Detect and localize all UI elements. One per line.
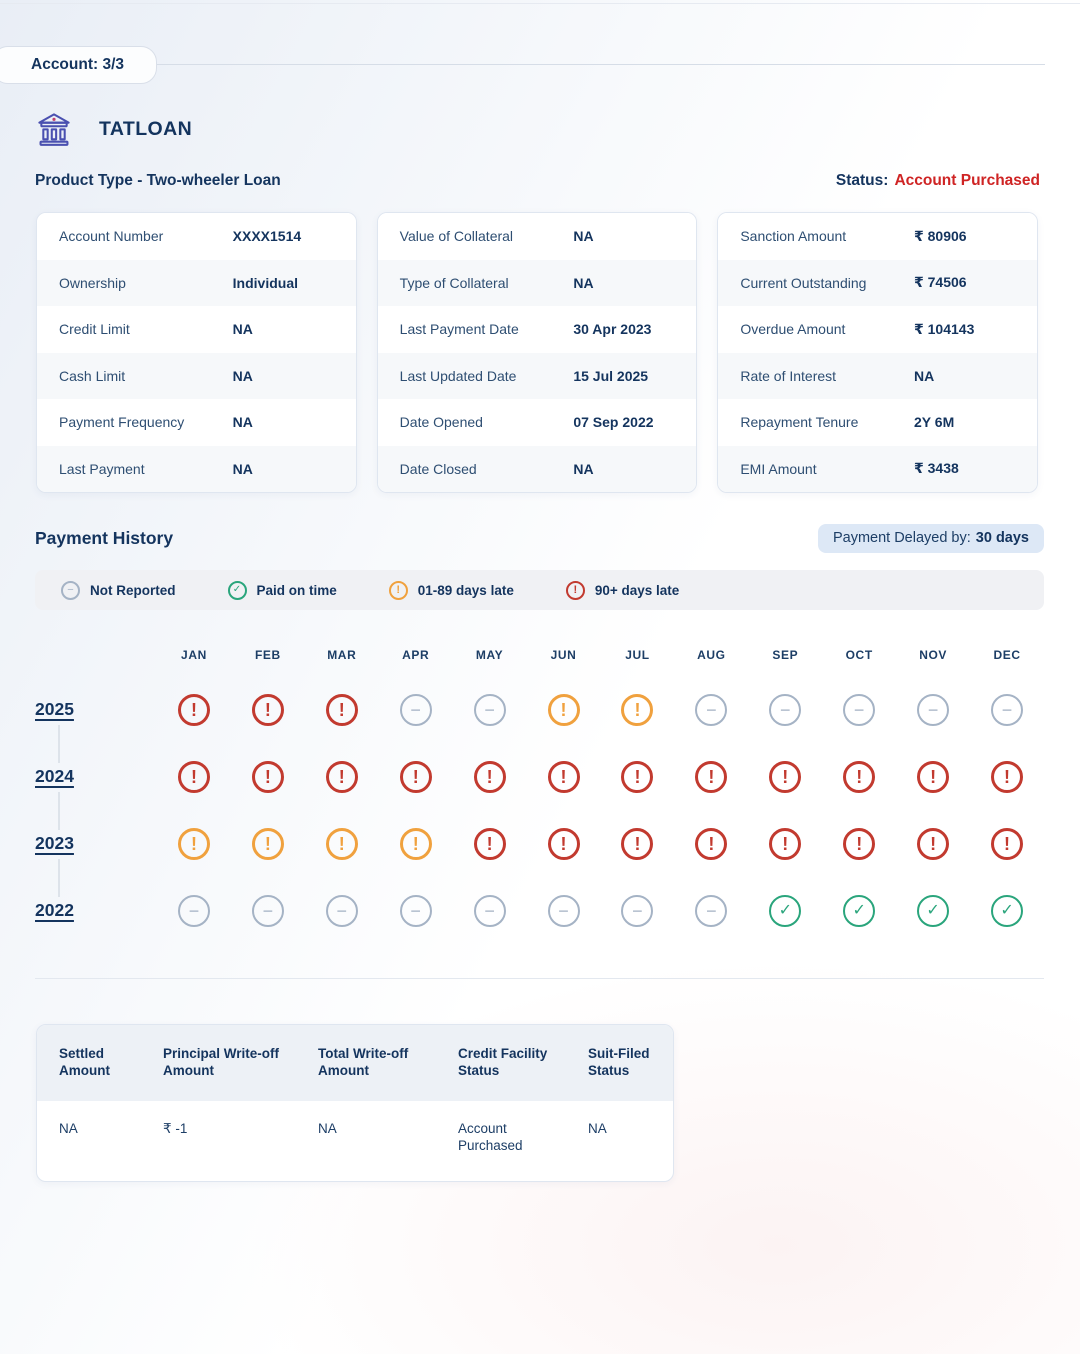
field-label: Cash Limit [59, 367, 126, 384]
field-value: ₹ 74506 [914, 274, 967, 291]
month-label: AUG [697, 648, 726, 662]
legend-item [228, 581, 337, 600]
field-label: Account Number [59, 228, 164, 245]
months-row [35, 640, 1044, 670]
orange-status-icon: ! [400, 828, 432, 860]
field-value: NA [573, 274, 594, 291]
year-row [35, 810, 1044, 877]
month-status-cell [822, 694, 896, 726]
month-status-cell [674, 895, 748, 927]
month-label: JUL [625, 648, 650, 662]
gray-status-icon: − [400, 694, 432, 726]
orange-status-icon: ! [548, 694, 580, 726]
field-row [37, 213, 356, 260]
legend-item [61, 581, 176, 600]
red-status-icon: ! [917, 761, 949, 793]
month-label: JAN [181, 648, 207, 662]
field-row [378, 399, 697, 446]
month-status-cell [748, 694, 822, 726]
red-status-icon: ! [769, 761, 801, 793]
month-status-cell [527, 828, 601, 860]
orange-status-icon: ! [252, 828, 284, 860]
legend-label: Paid on time [256, 582, 337, 598]
month-label: APR [402, 648, 430, 662]
month-status-cell [896, 761, 970, 793]
field-value: XXXX1514 [232, 228, 302, 245]
month-status-cell [822, 828, 896, 860]
green-status-icon: ✓ [991, 895, 1023, 927]
month-status-cell [600, 694, 674, 726]
month-status-cell [970, 828, 1044, 860]
month-status-cell [822, 761, 896, 793]
summary-value-cell: NA [588, 1121, 607, 1136]
gray-status-icon: − [917, 694, 949, 726]
green-status-icon: ✓ [228, 581, 247, 600]
field-row [378, 306, 697, 353]
account-meta-row [35, 172, 1040, 190]
legend-label: Not Reported [90, 582, 176, 598]
field-label: Sanction Amount [740, 228, 847, 245]
red-status-icon: ! [474, 828, 506, 860]
month-status-cell [822, 895, 896, 927]
orange-status-icon: ! [389, 581, 408, 600]
red-status-icon: ! [991, 761, 1023, 793]
month-status-cell [453, 895, 527, 927]
legend-label: 90+ days late [594, 582, 680, 598]
field-row [378, 260, 697, 307]
field-label: Current Outstanding [740, 274, 867, 291]
month-status-cell [305, 694, 379, 726]
red-status-icon: ! [621, 828, 653, 860]
gray-status-icon: − [695, 694, 727, 726]
red-status-icon: ! [252, 761, 284, 793]
month-status-cell [527, 761, 601, 793]
legend-item [566, 581, 679, 600]
month-status-cell [748, 828, 822, 860]
field-row [718, 306, 1037, 353]
green-status-icon: ✓ [769, 895, 801, 927]
month-status-cell [231, 761, 305, 793]
summary-value-row [37, 1101, 673, 1181]
gray-status-icon: − [548, 895, 580, 927]
red-status-icon: ! [843, 761, 875, 793]
lender-header [35, 110, 192, 148]
gray-status-icon: − [400, 895, 432, 927]
field-row [37, 260, 356, 307]
field-label: Value of Collateral [399, 228, 514, 245]
status-value: Account Purchased [894, 172, 1040, 189]
field-label: Last Payment Date [399, 321, 519, 338]
gray-status-icon: − [843, 694, 875, 726]
month-label: MAY [475, 648, 504, 662]
month-status-cell [970, 895, 1044, 927]
status-label: Status: [835, 172, 889, 189]
red-status-icon: ! [991, 828, 1023, 860]
green-status-icon: ✓ [917, 895, 949, 927]
field-row [37, 353, 356, 400]
account-pagination-tab[interactable] [0, 46, 157, 84]
field-label: Rate of Interest [740, 367, 837, 384]
legend-label: 01-89 days late [417, 582, 514, 598]
field-value: 2Y 6M [914, 414, 955, 431]
field-label: Ownership [59, 274, 126, 291]
month-status-cell [231, 694, 305, 726]
month-status-cell [379, 694, 453, 726]
gray-status-icon: − [178, 895, 210, 927]
field-value: ₹ 3438 [914, 460, 959, 477]
year-label[interactable]: 2025 [35, 699, 74, 719]
gray-status-icon: − [474, 694, 506, 726]
red-status-icon: ! [843, 828, 875, 860]
field-label: Credit Limit [59, 321, 130, 338]
legend-item [389, 581, 514, 600]
payment-history-header [35, 523, 1044, 553]
red-status-icon: ! [695, 828, 727, 860]
month-status-cell [748, 895, 822, 927]
gray-status-icon: − [326, 895, 358, 927]
summary-header-cell: Principal Write-off Amount [163, 1046, 280, 1078]
month-status-cell [453, 761, 527, 793]
history-grid [35, 640, 1044, 944]
field-row [378, 353, 697, 400]
month-status-cell [305, 761, 379, 793]
field-label: Date Opened [399, 414, 483, 431]
summary-header-cell: Suit-Filed Status [588, 1046, 650, 1078]
month-status-cell [600, 828, 674, 860]
gray-status-icon: − [695, 895, 727, 927]
field-label: Type of Collateral [399, 274, 509, 291]
month-label: NOV [919, 648, 948, 662]
field-row [378, 213, 697, 260]
year-cell [35, 810, 157, 877]
field-label: EMI Amount [740, 460, 817, 477]
field-row [37, 446, 356, 493]
year-row [35, 676, 1044, 743]
payment-history-title: Payment History [35, 527, 174, 548]
field-row [718, 260, 1037, 307]
red-status-icon: ! [400, 761, 432, 793]
field-value: ₹ 80906 [914, 227, 967, 244]
month-label: OCT [845, 648, 873, 662]
month-status-cell [157, 895, 231, 927]
red-status-icon: ! [566, 581, 585, 600]
year-cell [35, 877, 157, 944]
year-row [35, 877, 1044, 944]
field-value: NA [232, 460, 253, 477]
month-status-cell [453, 694, 527, 726]
field-row [718, 446, 1037, 493]
month-label: DEC [993, 648, 1021, 662]
field-value: NA [573, 228, 594, 245]
orange-status-icon: ! [621, 694, 653, 726]
field-label: Repayment Tenure [740, 414, 859, 431]
account-status [836, 172, 1040, 190]
red-status-icon: ! [621, 761, 653, 793]
gray-status-icon: − [252, 895, 284, 927]
red-status-icon: ! [695, 761, 727, 793]
month-status-cell [527, 895, 601, 927]
year-row [35, 743, 1044, 810]
field-value: 07 Sep 2022 [573, 414, 654, 431]
field-value: NA [232, 321, 253, 338]
payment-delayed-badge [818, 524, 1044, 553]
field-value: 30 Apr 2023 [573, 321, 652, 338]
field-label: Overdue Amount [740, 321, 846, 338]
month-status-cell [379, 761, 453, 793]
field-value: Individual [232, 274, 299, 291]
gray-status-icon: − [991, 694, 1023, 726]
previous-panel-edge [0, 0, 1080, 4]
month-label: JUN [550, 648, 577, 662]
year-label[interactable]: 2022 [35, 900, 74, 920]
field-row [37, 306, 356, 353]
month-status-cell [600, 895, 674, 927]
year-label[interactable]: 2024 [35, 766, 74, 786]
month-status-cell [157, 761, 231, 793]
field-row [378, 446, 697, 493]
payment-history-section [35, 523, 1044, 979]
summary-header-cell: Credit Facility Status [458, 1046, 548, 1078]
red-status-icon: ! [769, 828, 801, 860]
month-status-cell [157, 694, 231, 726]
writeoff-summary-table [36, 1024, 674, 1182]
red-status-icon: ! [917, 828, 949, 860]
month-status-cell [674, 761, 748, 793]
summary-header-cell: Settled Amount [59, 1046, 110, 1078]
summary-header-row [37, 1025, 673, 1101]
orange-status-icon: ! [178, 828, 210, 860]
field-label: Last Updated Date [399, 367, 517, 384]
month-status-cell [600, 761, 674, 793]
red-status-icon: ! [178, 761, 210, 793]
field-label: Payment Frequency [59, 414, 185, 431]
field-value: NA [573, 460, 594, 477]
red-status-icon: ! [548, 761, 580, 793]
account-tab-label: Account: 3/3 [31, 56, 125, 73]
month-status-cell [231, 895, 305, 927]
red-status-icon: ! [252, 694, 284, 726]
month-status-cell [379, 895, 453, 927]
red-status-icon: ! [474, 761, 506, 793]
field-value: 15 Jul 2025 [573, 367, 649, 384]
detail-card [717, 212, 1038, 493]
month-status-cell [674, 694, 748, 726]
red-status-icon: ! [326, 694, 358, 726]
gray-status-icon: − [769, 694, 801, 726]
gray-status-icon: − [621, 895, 653, 927]
summary-header-cell: Total Write-off Amount [318, 1046, 409, 1078]
gray-status-icon: − [61, 581, 80, 600]
month-status-cell [674, 828, 748, 860]
summary-value-cell: Account Purchased [458, 1121, 523, 1153]
year-cell [35, 743, 157, 810]
summary-value-cell: ₹ -1 [163, 1121, 188, 1136]
detail-cards [36, 212, 1038, 493]
payment-delayed-label: Payment Delayed by: [832, 530, 971, 546]
month-status-cell [970, 761, 1044, 793]
field-row [718, 353, 1037, 400]
month-status-cell [157, 828, 231, 860]
month-status-cell [527, 694, 601, 726]
red-status-icon: ! [178, 694, 210, 726]
legend-bar [35, 570, 1044, 610]
month-label: SEP [772, 648, 799, 662]
month-status-cell [305, 828, 379, 860]
field-value: NA [232, 414, 253, 431]
month-status-cell [896, 895, 970, 927]
lender-name: TATLOAN [99, 117, 193, 140]
product-type: Product Type - Two-wheeler Loan [35, 172, 281, 189]
detail-card [36, 212, 357, 493]
field-value: NA [914, 367, 935, 384]
month-label: FEB [254, 648, 281, 662]
month-status-cell [896, 828, 970, 860]
field-row [718, 213, 1037, 260]
orange-status-icon: ! [326, 828, 358, 860]
field-row [718, 399, 1037, 446]
bank-icon [35, 110, 73, 148]
red-status-icon: ! [548, 828, 580, 860]
month-status-cell [970, 694, 1044, 726]
summary-value-cell: NA [318, 1121, 337, 1136]
field-value: ₹ 104143 [914, 320, 975, 337]
field-value: NA [232, 367, 253, 384]
payment-delayed-value: 30 days [975, 530, 1029, 546]
field-label: Last Payment [59, 460, 145, 477]
month-status-cell [231, 828, 305, 860]
gray-status-icon: − [474, 895, 506, 927]
red-status-icon: ! [326, 761, 358, 793]
month-status-cell [305, 895, 379, 927]
field-label: Date Closed [399, 460, 477, 477]
month-label: MAR [327, 648, 357, 662]
month-status-cell [748, 761, 822, 793]
green-status-icon: ✓ [843, 895, 875, 927]
section-divider [35, 978, 1044, 979]
summary-value-cell: NA [59, 1121, 78, 1136]
field-row [37, 399, 356, 446]
detail-card [377, 212, 698, 493]
month-status-cell [453, 828, 527, 860]
year-cell [35, 676, 157, 743]
year-label[interactable]: 2023 [35, 833, 74, 853]
month-status-cell [379, 828, 453, 860]
month-status-cell [896, 694, 970, 726]
